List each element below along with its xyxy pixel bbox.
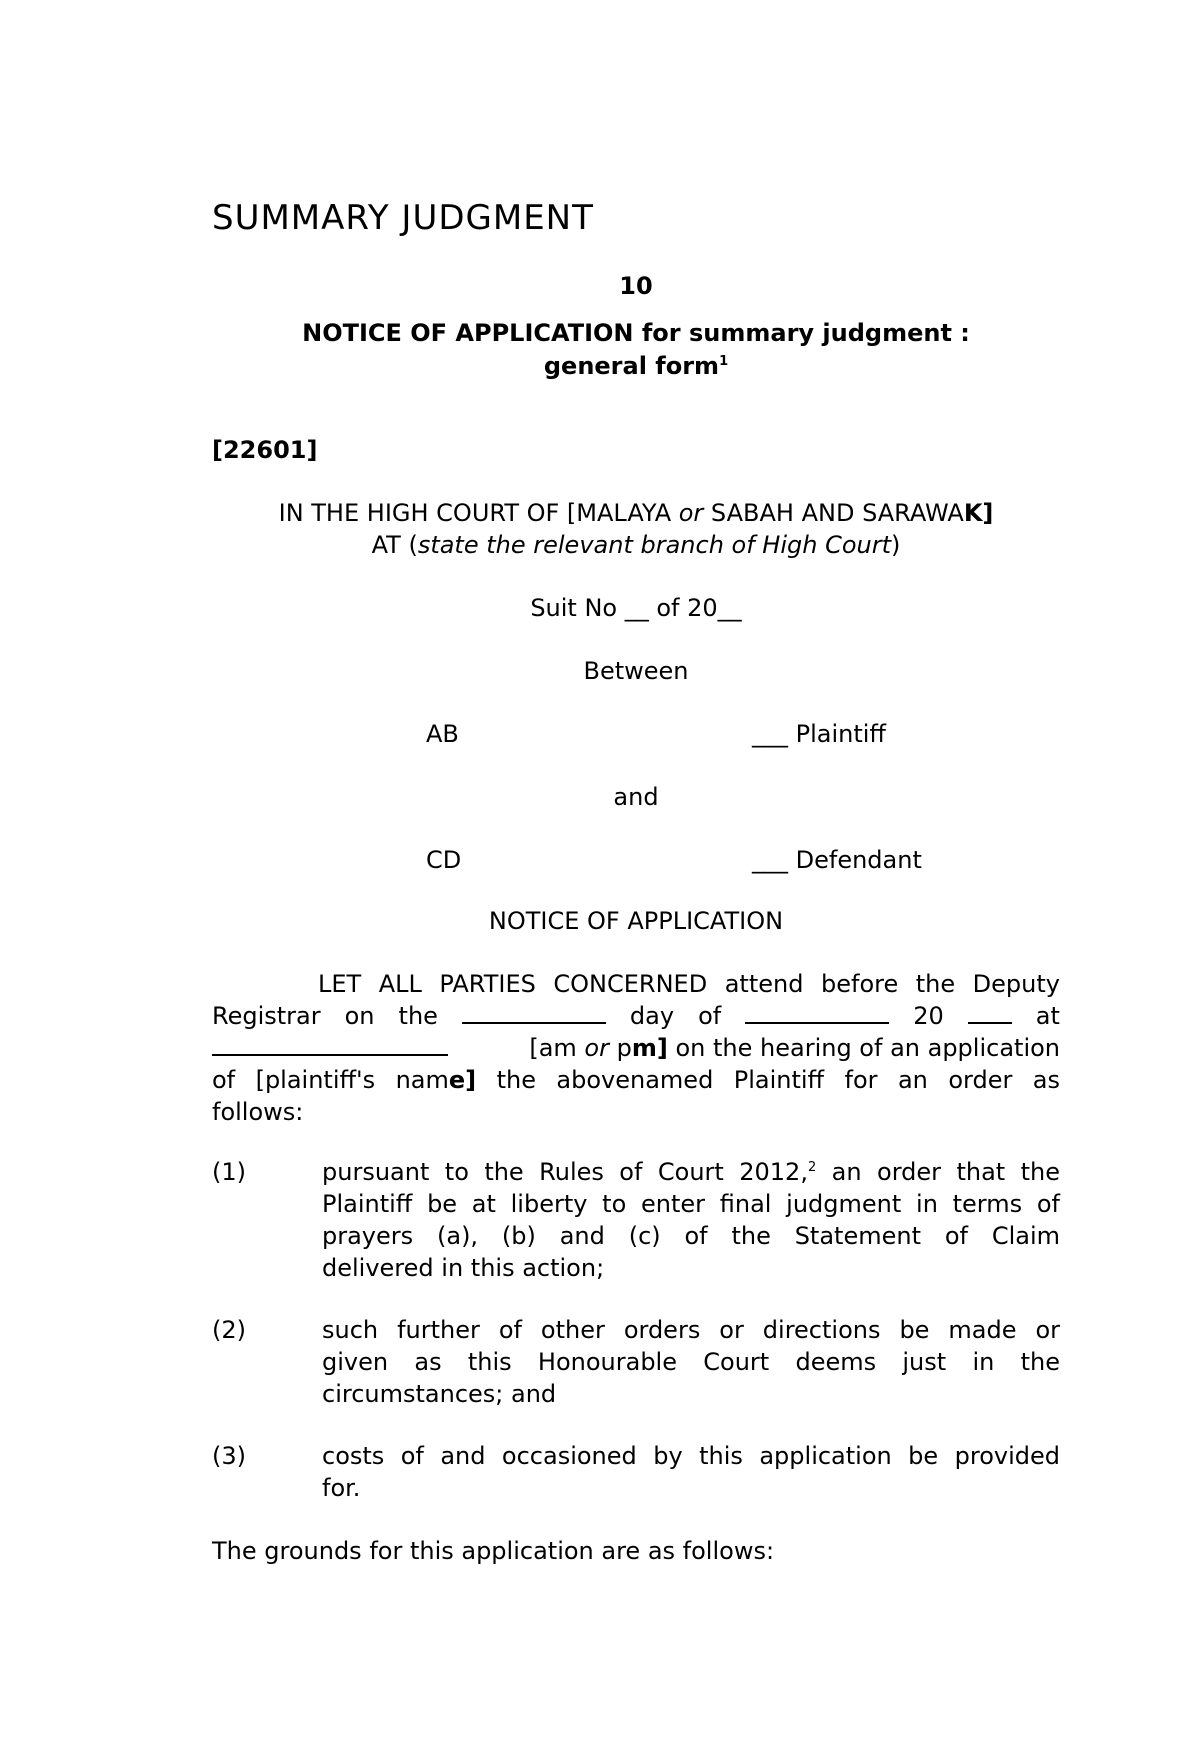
- notice-line-3: [am or pm] on the hearing of an application: [212, 1032, 1060, 1064]
- notice-heading-text: general form: [543, 352, 720, 380]
- footnote-marker-2: 2: [807, 1160, 817, 1175]
- item-line: pursuant to the Rules of Court 2012,$^2$ an order that the: [322, 1158, 1061, 1186]
- grounds-intro: The grounds for this application are as follows:: [212, 1537, 775, 1565]
- item-number: (2): [212, 1316, 246, 1344]
- item-number: (1): [212, 1158, 246, 1186]
- reference-number: [22601]: [212, 436, 318, 464]
- date-blank-day[interactable]: [462, 1000, 606, 1024]
- notice-heading-line1: NOTICE OF APPLICATION for summary judgment :: [302, 319, 970, 347]
- form-number: 10: [619, 272, 653, 300]
- suit-number: Suit No __ of 20__: [530, 594, 742, 622]
- notice-line-1: LET ALL PARTIES CONCERNED attend before the Deputy: [318, 970, 1060, 998]
- court-line2: AT (state the relevant branch of High Court): [371, 531, 901, 559]
- item-line: given as this Honourable Court deems just in the: [322, 1348, 1060, 1376]
- time-blank[interactable]: [212, 1032, 448, 1056]
- item-line: Plaintiff be at liberty to enter final judgment in terms of: [322, 1190, 1060, 1218]
- item-line: such further of other orders or directions be made or: [322, 1316, 1060, 1344]
- date-blank-month[interactable]: [745, 1000, 889, 1024]
- plaintiff-name: AB: [426, 720, 459, 748]
- item-line: prayers (a), (b) and (c) of the Statement of Claim: [322, 1222, 1060, 1250]
- between-label: Between: [583, 657, 689, 685]
- item-line: delivered in this action;: [322, 1254, 605, 1282]
- item-text: [322, 1156, 1060, 1284]
- defendant-name: CD: [426, 846, 462, 874]
- notice-paragraph: [212, 968, 1060, 1128]
- item-number: (3): [212, 1442, 246, 1470]
- item-line: circumstances; and: [322, 1380, 557, 1408]
- footnote-marker-1: 1: [719, 354, 729, 369]
- item-line: costs of and occasioned by this application be provided: [322, 1442, 1060, 1470]
- date-blank-year[interactable]: [968, 1000, 1012, 1024]
- notice-line-5: follows:: [212, 1098, 304, 1126]
- notice-line-4: of [plaintiff's name] the abovenamed Plaintiff for an order as: [212, 1066, 1060, 1094]
- court-line1: IN THE HIGH COURT OF [MALAYA or SABAH AND SARAWAK]: [278, 499, 994, 527]
- item-text: [322, 1314, 1060, 1410]
- notice-of-application-heading: NOTICE OF APPLICATION: [488, 907, 784, 935]
- item-line: for.: [322, 1474, 361, 1502]
- defendant-role: ___ Defendant: [752, 846, 922, 874]
- notice-heading-line2: [212, 350, 1060, 382]
- notice-line-2: Registrar on the day of 20 at: [212, 1002, 1060, 1030]
- and-label: and: [613, 783, 659, 811]
- item-text: [322, 1440, 1060, 1504]
- plaintiff-role: ___ Plaintiff: [752, 720, 886, 748]
- page-title: SUMMARY JUDGMENT: [212, 198, 594, 238]
